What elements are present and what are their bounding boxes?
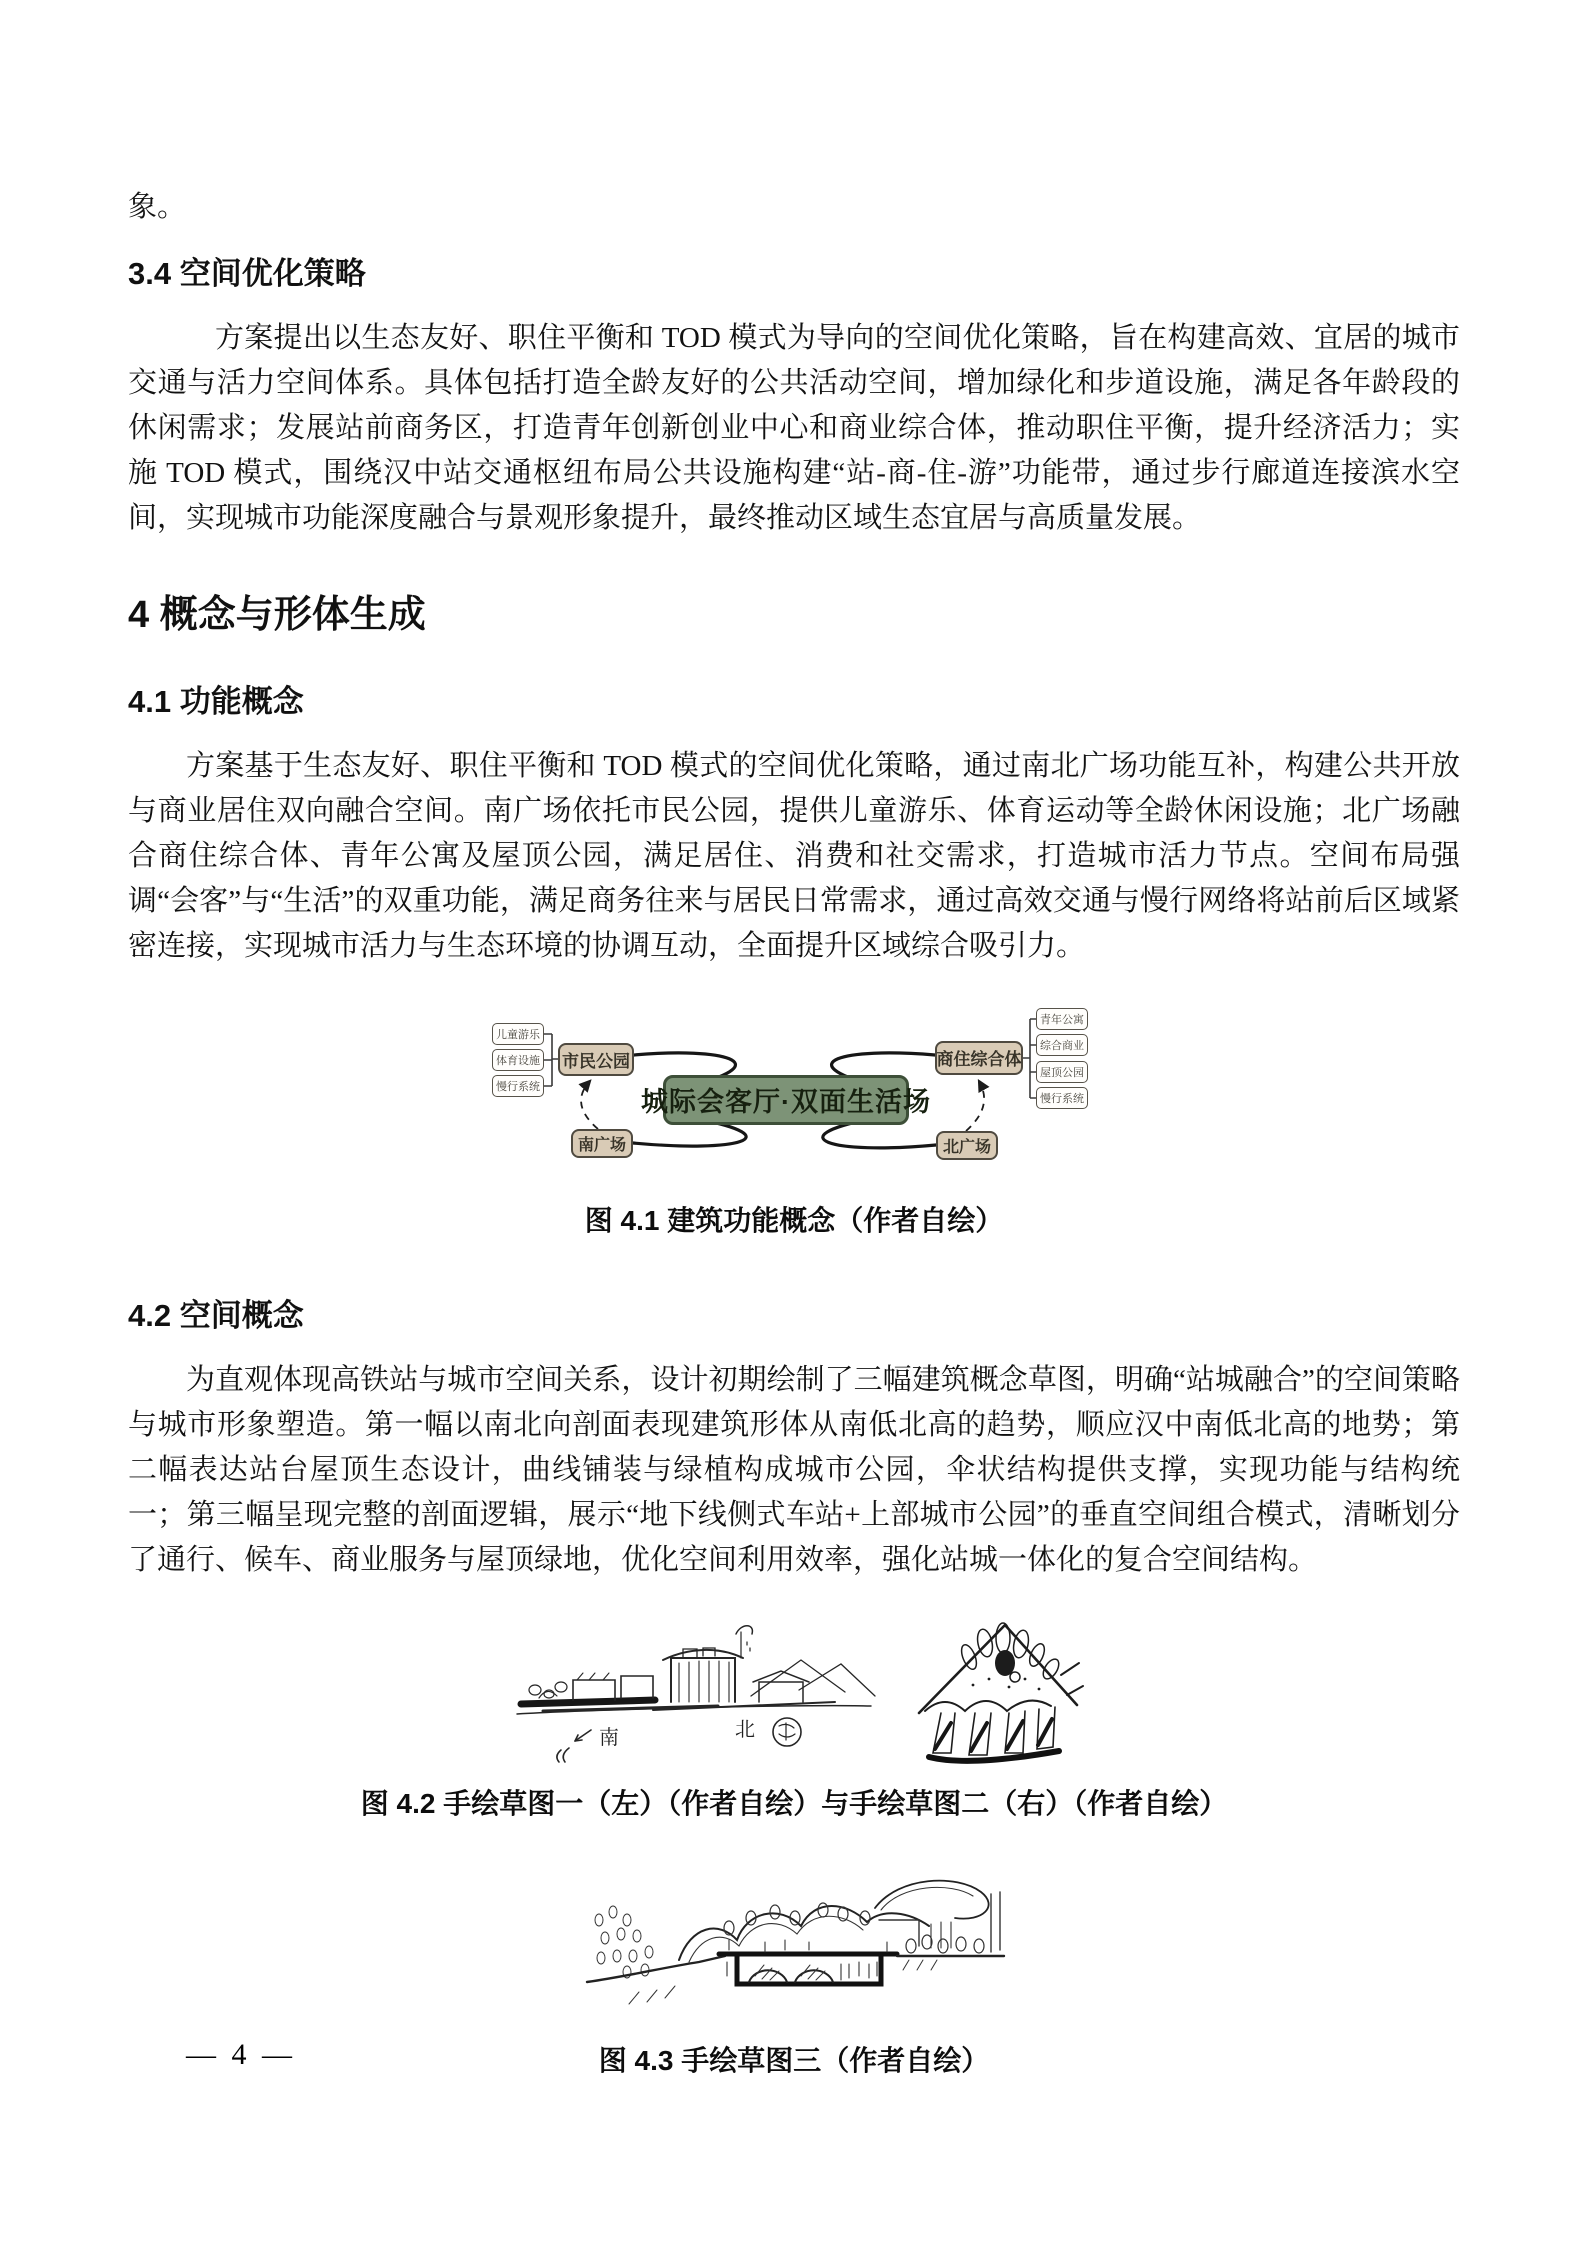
node-north-square: 北广场 [936, 1131, 998, 1160]
page-content [128, 0, 1460, 2079]
caption-figure-4-3: 图 4.3 手绘草图三（作者自绘） [598, 2044, 990, 2076]
sketch-two-umbrella-canopy [911, 1613, 1086, 1768]
leaf-mixed-commerce: 综合商业 [1036, 1034, 1088, 1056]
node-intercity-living-room: 城际会客厅·双面生活场 [663, 1075, 909, 1125]
heading-4-2: 4.2 空间概念 [128, 1297, 304, 1333]
leaf-youth-apartment: 青年公寓 [1036, 1008, 1088, 1030]
paragraph-4-2: 为直观体现高铁站与城市空间关系，设计初期绘制了三幅建筑概念草图，明确“站城融合”的空间策略与城市形象塑造。第一幅以南北向剖面表现建筑形体从南低北高的趋势，顺应汉中南低北高的地势；第二幅表达站台屋顶生态设计，曲线铺装与绿植构成城市公园，伞状结构提供支撑，实现功能与结构统一；第三幅呈现完整的剖面逻辑，展示“地下线侧式车站+上部城市公园”的垂直空间组合模式，清晰划分了通行、候车、商业服务与屋顶绿地，优化空间利用效率，强化站城一体化的复合空间结构。 [128, 1363, 1460, 1576]
caption-figure-4-1: 图 4.1 建筑功能概念（作者自绘） [584, 1204, 1004, 1236]
caption-figure-4-2: 图 4.2 手绘草图一（左）（作者自绘）与手绘草图二（右）（作者自绘） [360, 1787, 1228, 1819]
sketch-one-section [503, 1618, 883, 1768]
heading-4-1: 4.1 功能概念 [128, 683, 304, 719]
leaf-slow-traffic-right: 慢行系统 [1036, 1087, 1088, 1109]
leaf-children-play: 儿童游乐 [492, 1023, 544, 1045]
leaf-sports-facilities: 体育设施 [492, 1049, 544, 1071]
figure-4-1-concept-diagram [128, 1003, 1460, 1173]
leaf-rooftop-park: 屋顶公园 [1036, 1061, 1088, 1083]
hub-commercial-residential-complex: 商住综合体 [935, 1041, 1023, 1075]
sketch-label-south: 南 [598, 1726, 619, 1749]
hub-citizen-park: 市民公园 [558, 1043, 634, 1076]
heading-3-4: 3.4 空间优化策略 [128, 255, 366, 291]
paragraph-continuation: 象。 [128, 191, 187, 223]
sketch-label-north: 北 [734, 1718, 755, 1741]
node-south-square: 南广场 [571, 1129, 633, 1158]
paragraph-3-4: 方案提出以生态友好、职住平衡和 TOD 模式为导向的空间优化策略，旨在构建高效、宜居的城市交通与活力空间体系。具体包括打造全龄友好的公共活动空间，增加绿化和步道设施，满足各年龄段的休闲需求；发展站前商务区，打造青年创新创业中心和商业综合体，推动职住平衡，提升经济活力；实施 TOD 模式，围绕汉中站交通枢纽布局公共设施构建“站-商-住-游”功能带，通过步行廊道连接滨水空间，实现城市功能深度融合与景观形象提升，最终推动区域生态宜居与高质量发展。 [128, 321, 1460, 534]
figure-4-3-sketch [128, 1864, 1460, 2029]
figure-4-2-sketches [128, 1613, 1460, 1768]
paragraph-4-1: 方案基于生态友好、职住平衡和 TOD 模式的空间优化策略，通过南北广场功能互补，构建公共开放与商业居住双向融合空间。南广场依托市民公园，提供儿童游乐、体育运动等全龄休闲设施；北广场融合商住综合体、青年公寓及屋顶公园，满足居住、消费和社交需求，打造城市活力节点。空间布局强调“会客”与“生活”的双重功能，满足商务往来与居民日常需求，通过高效交通与慢行网络将站前后区域紧密连接，实现城市活力与生态环境的协调互动，全面提升区域综合吸引力。 [128, 749, 1460, 962]
page-number: — 4 — [186, 2038, 296, 2071]
leaf-slow-traffic-left: 慢行系统 [492, 1075, 544, 1097]
sketch-three-section [579, 1864, 1009, 2024]
heading-chapter-4: 4 概念与形体生成 [128, 593, 426, 636]
